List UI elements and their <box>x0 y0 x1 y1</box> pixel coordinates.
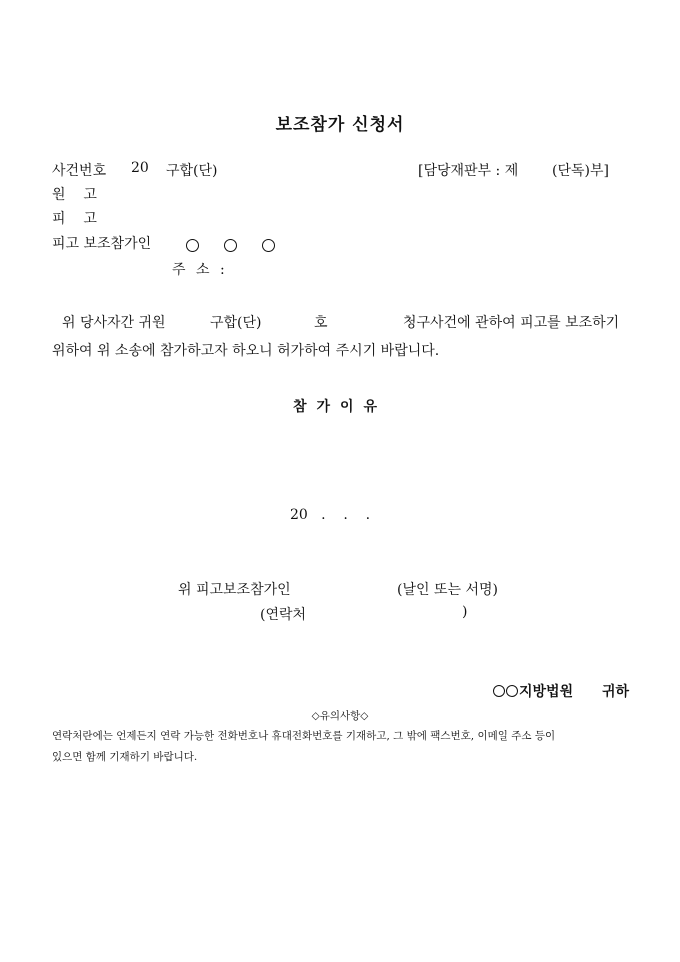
division-close: (단독)부] <box>552 163 609 179</box>
placeholder-circle <box>224 239 237 252</box>
court-suffix: 귀하 <box>602 684 630 700</box>
request-line2: 위하여 위 소송에 참가하고자 하오니 허가하여 주시기 바랍니다. <box>52 343 440 359</box>
placeholder-circle <box>186 239 199 252</box>
request-part2: 구합(단) <box>210 315 262 331</box>
contact-close: ) <box>462 604 468 620</box>
contact-open: (연락처 <box>260 607 307 623</box>
date-line: 20 . . . <box>290 507 371 523</box>
case-number-label: 사건번호 <box>52 163 107 179</box>
defendant-label: 피 고 <box>52 211 97 227</box>
address-label: 주 소 : <box>172 262 228 278</box>
notice-heading: ◇유의사항◇ <box>311 710 369 722</box>
notice-line1: 연락처란에는 언제든지 연락 가능한 전화번호나 휴대전화번호를 기재하고, 그 밖에 팩스번호, 이메일 주소 등이 <box>52 730 556 742</box>
signature-label: 위 피고보조참가인 <box>178 582 291 598</box>
placeholder-circle <box>493 685 505 697</box>
intervenor-label: 피고 보조참가인 <box>52 236 152 252</box>
request-part4: 청구사건에 관하여 피고를 보조하기 <box>403 315 620 331</box>
placeholder-circle <box>262 239 275 252</box>
document-title: 보조참가 신청서 <box>275 115 405 135</box>
placeholder-circle <box>506 685 518 697</box>
case-number-type: 구합(단) <box>166 163 218 179</box>
court-name <box>493 681 573 701</box>
division-open: [담당재판부 : 제 <box>418 163 519 179</box>
seal-or-sign: (날인 또는 서명) <box>397 582 498 598</box>
request-part1: 위 당사자간 귀원 <box>62 315 166 331</box>
notice-line2: 있으면 함께 기재하기 바랍니다. <box>52 751 198 763</box>
request-part3: 호 <box>314 315 328 331</box>
name-placeholder-circles <box>186 236 275 255</box>
case-number-year: 20 <box>131 160 149 176</box>
reason-heading: 참가이유 <box>292 399 388 415</box>
plaintiff-label: 원 고 <box>52 187 97 203</box>
court-name-text: 지방법원 <box>519 684 574 700</box>
